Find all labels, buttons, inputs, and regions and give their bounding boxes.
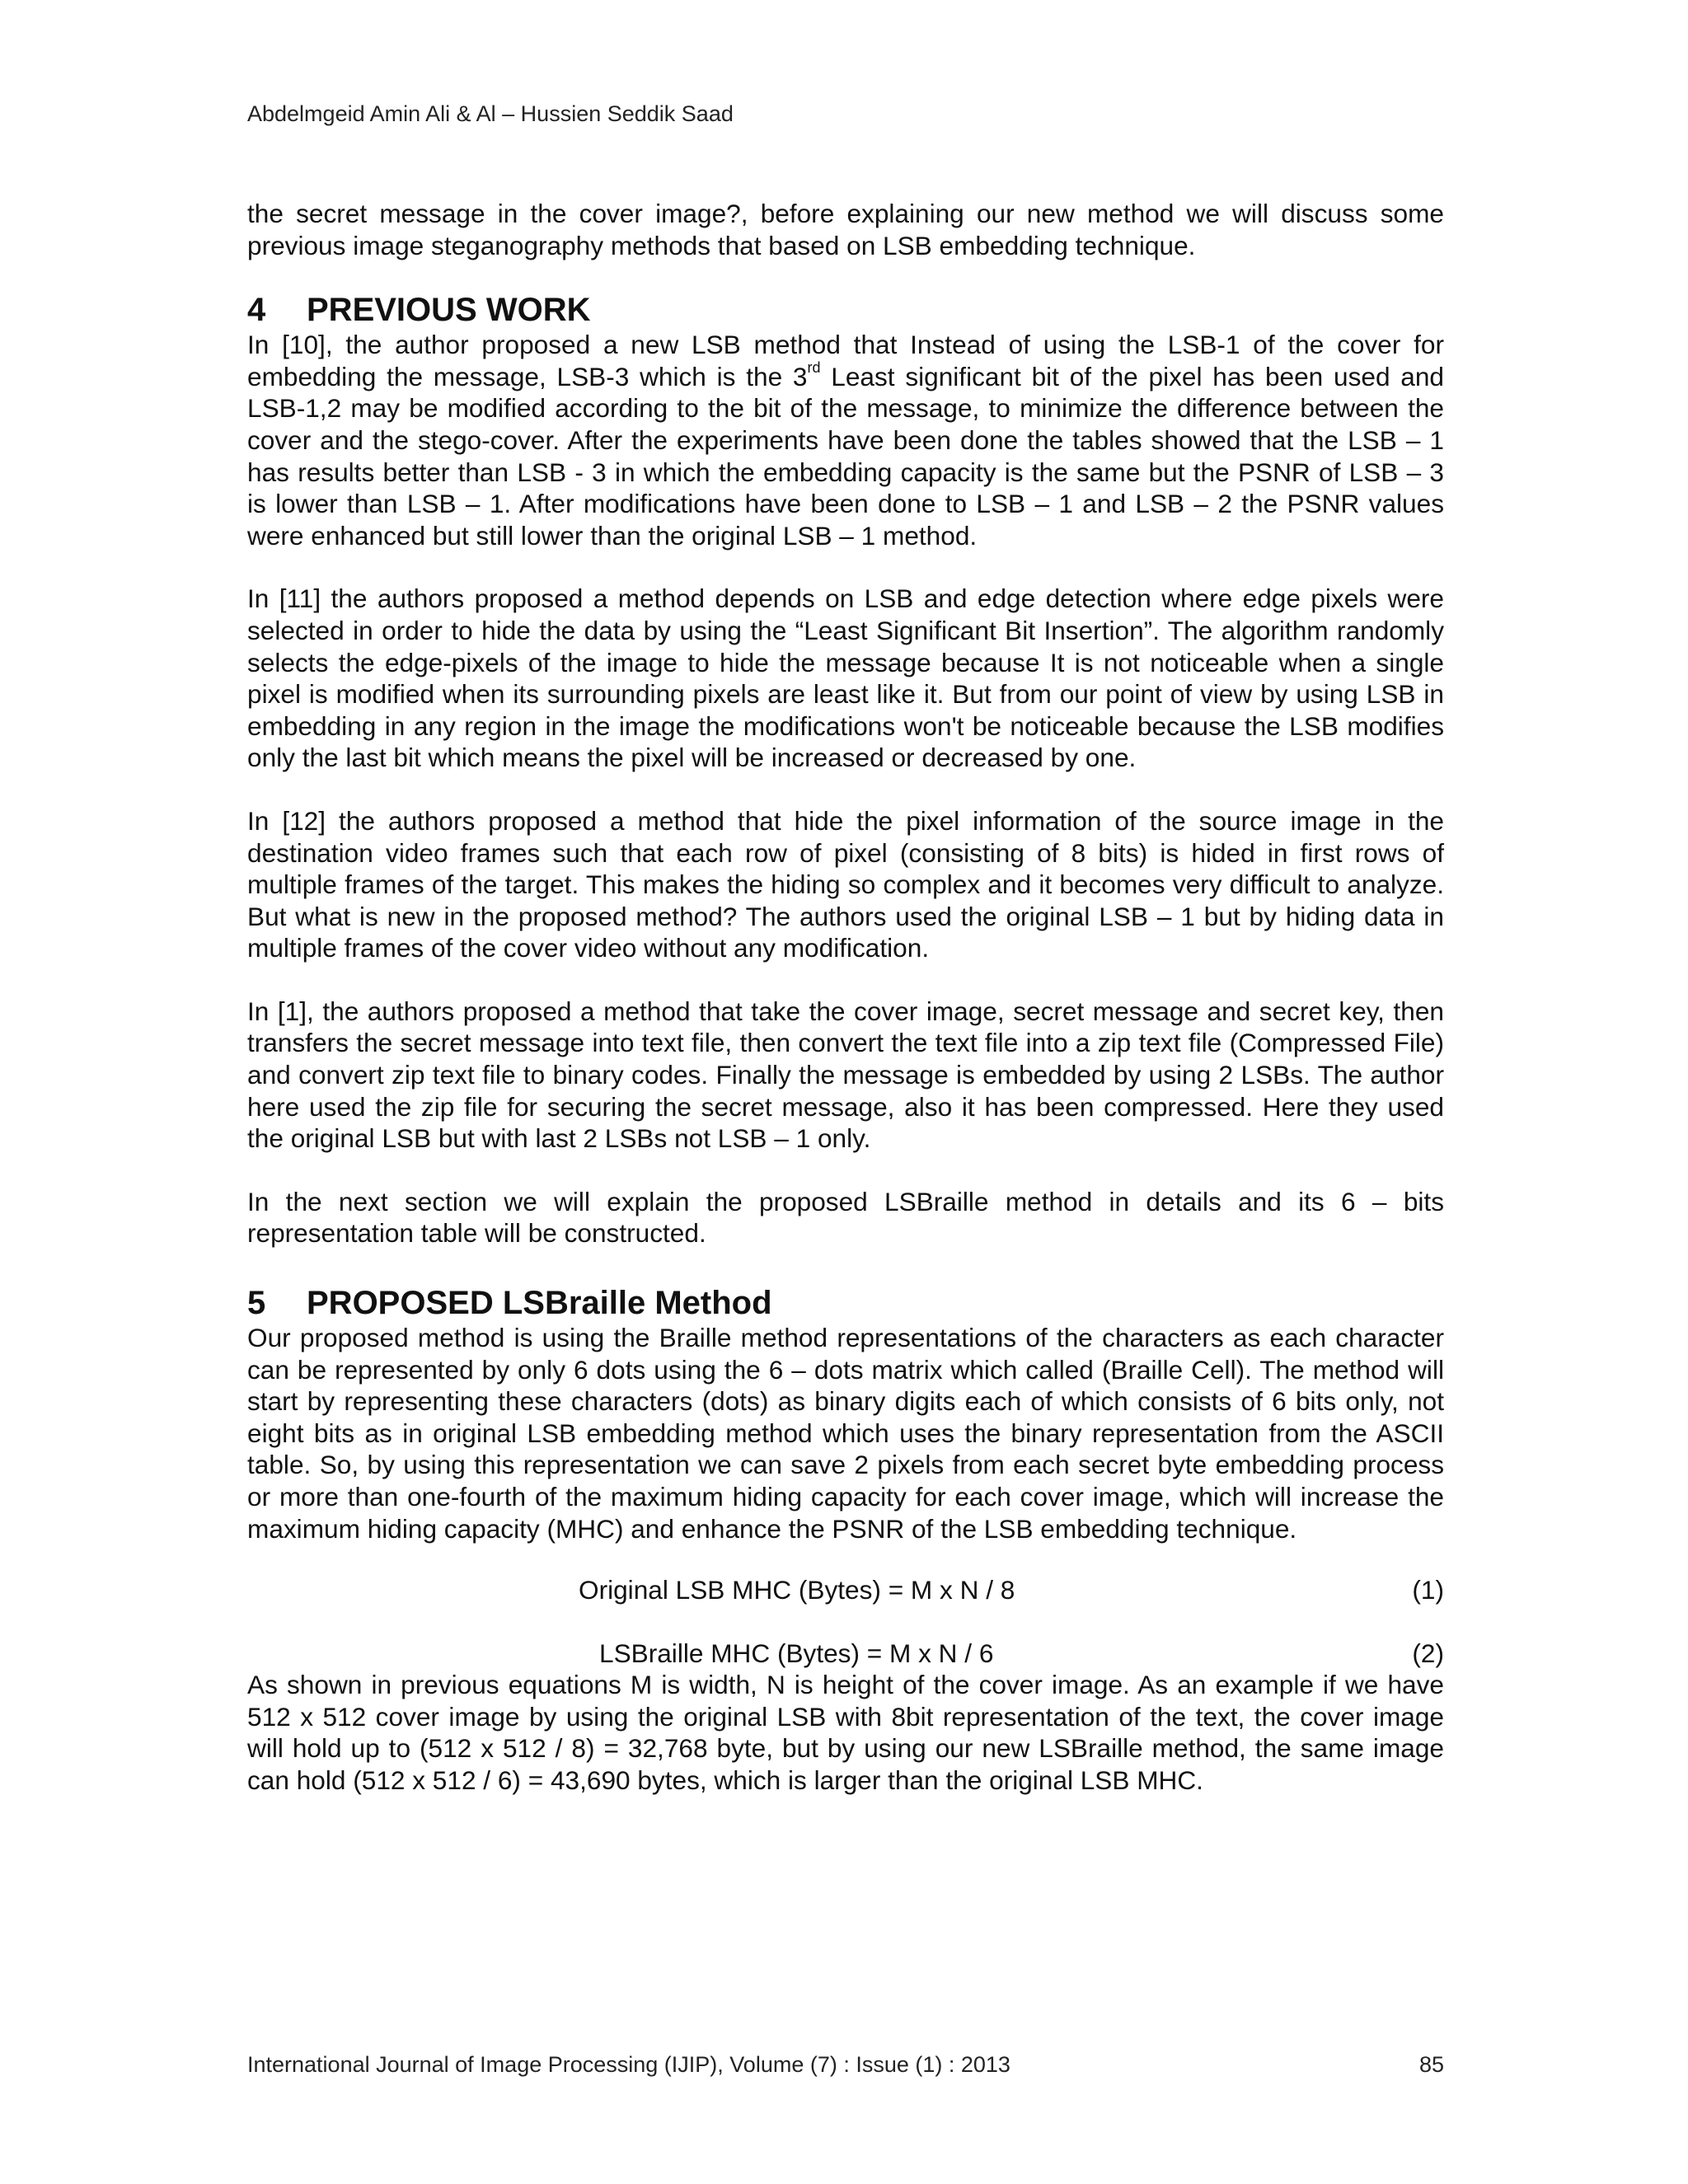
previous-work-paragraph-4: In [1], the authors proposed a method that take the cover image, secret message and secret key, then transfers the secret message into text file, then convert the text file into a zip text file (Compressed File) and convert zip text file to binary codes. Finally the message is embedded by using 2 LSBs. The author here used the zip file for securing the secret message, also it has been compressed. Here they used the original LSB but with last 2 LSBs not LSB – 1 only. <box>247 996 1444 1154</box>
body-text <box>247 198 1444 1797</box>
journal-citation: International Journal of Image Processing (IJIP), Volume (7) : Issue (1) : 2013 <box>247 2052 1010 2077</box>
equation-text: Original LSB MHC (Bytes) = M x N / 8 <box>579 1575 1015 1605</box>
section-4-heading <box>247 291 1444 329</box>
section-5-heading <box>247 1284 1444 1322</box>
paragraph-text: Least significant bit of the pixel has been used and LSB-1,2 may be modified according to the bit of the message, to minimize the difference between the cover and the stego-cover. After the experiments have been done the tables showed that the LSB – 1 has results better than LSB - 3 in which the embedding capacity is the same but the PSNR of LSB – 3 is lower than LSB – 1. After modifications have been done to LSB – 1 and LSB – 2 the PSNR values were enhanced but still lower than the original LSB – 1 method. <box>247 361 1444 551</box>
document-page <box>247 0 1444 2184</box>
paragraph-text: In [10], the author proposed a new LSB method that Instead of using the LSB-1 of the cover for embedding the message, LSB-3 which is the 3 <box>247 330 1444 391</box>
proposed-method-paragraph-2: As shown in previous equations M is width, N is height of the cover image. As an example if we have 512 x 512 cover image by using the original LSB with 8bit representation of the text, the cover image will hold up to (512 x 512 / 8) = 32,768 byte, but by using our new LSBraille method, the same image can hold (512 x 512 / 6) = 43,690 bytes, which is larger than the original LSB MHC. <box>247 1670 1444 1795</box>
proposed-method-paragraph-1: Our proposed method is using the Braille method representations of the characters as each character can be represented by only 6 dots using the 6 – dots matrix which called (Braille Cell). The method will start by representing these characters (dots) as binary digits each of which consists of 6 bits only, not eight bits as in original LSB embedding method which uses the binary representation from the ASCII table. So, by using this representation we can save 2 pixels from each secret byte embedding process or more than one-fourth of the maximum hiding capacity for each cover image, which will increase the maximum hiding capacity (MHC) and enhance the PSNR of the LSB embedding technique. <box>247 1323 1444 1544</box>
equation-2 <box>247 1638 1444 1669</box>
superscript: rd <box>807 359 821 377</box>
equation-number: (2) <box>1412 1638 1444 1669</box>
page-number: 85 <box>1418 2052 1444 2077</box>
equation-text: LSBraille MHC (Bytes) = M x N / 6 <box>599 1638 994 1669</box>
previous-work-paragraph-2: In [11] the authors proposed a method depends on LSB and edge detection where edge pixels were selected in order to hide the data by using the “Least Significant Bit Insertion”. The algorithm randomly selects the edge-pixels of the image to hide the message because It is not noticeable when a single pixel is modified when its surrounding pixels are least like it. But from our point of view by using LSB in embedding in any region in the image the modifications won't be noticeable because the LSB modifies only the last bit which means the pixel will be increased or decreased by one. <box>247 583 1444 773</box>
previous-work-paragraph-1 <box>247 329 1444 551</box>
previous-work-paragraph-3: In [12] the authors proposed a method that hide the pixel information of the source image in the destination video frames such that each row of pixel (consisting of 8 bits) is hided in first rows of multiple frames of the target. This makes the hiding so complex and it becomes very difficult to analyze. But what is new in the proposed method? The authors used the original LSB – 1 but by hiding data in multiple frames of the cover video without any modification. <box>247 805 1444 963</box>
previous-work-paragraph-5: In the next section we will explain the proposed LSBraille method in details and its 6 – bits representation table will be constructed. <box>247 1186 1444 1249</box>
section-title: PREVIOUS WORK <box>307 292 591 329</box>
running-header: Abdelmgeid Amin Ali & Al – Hussien Seddik Saad <box>247 101 734 126</box>
equation-1 <box>247 1574 1444 1605</box>
intro-paragraph: the secret message in the cover image?, before explaining our new method we will discuss some previous image steganography methods that based on LSB embedding technique. <box>247 199 1444 260</box>
equation-number: (1) <box>1412 1575 1444 1605</box>
section-number: 4 <box>247 292 266 329</box>
section-number: 5 <box>247 1285 266 1322</box>
section-title: PROPOSED LSBraille Method <box>307 1285 772 1322</box>
page-footer <box>247 2050 1444 2079</box>
